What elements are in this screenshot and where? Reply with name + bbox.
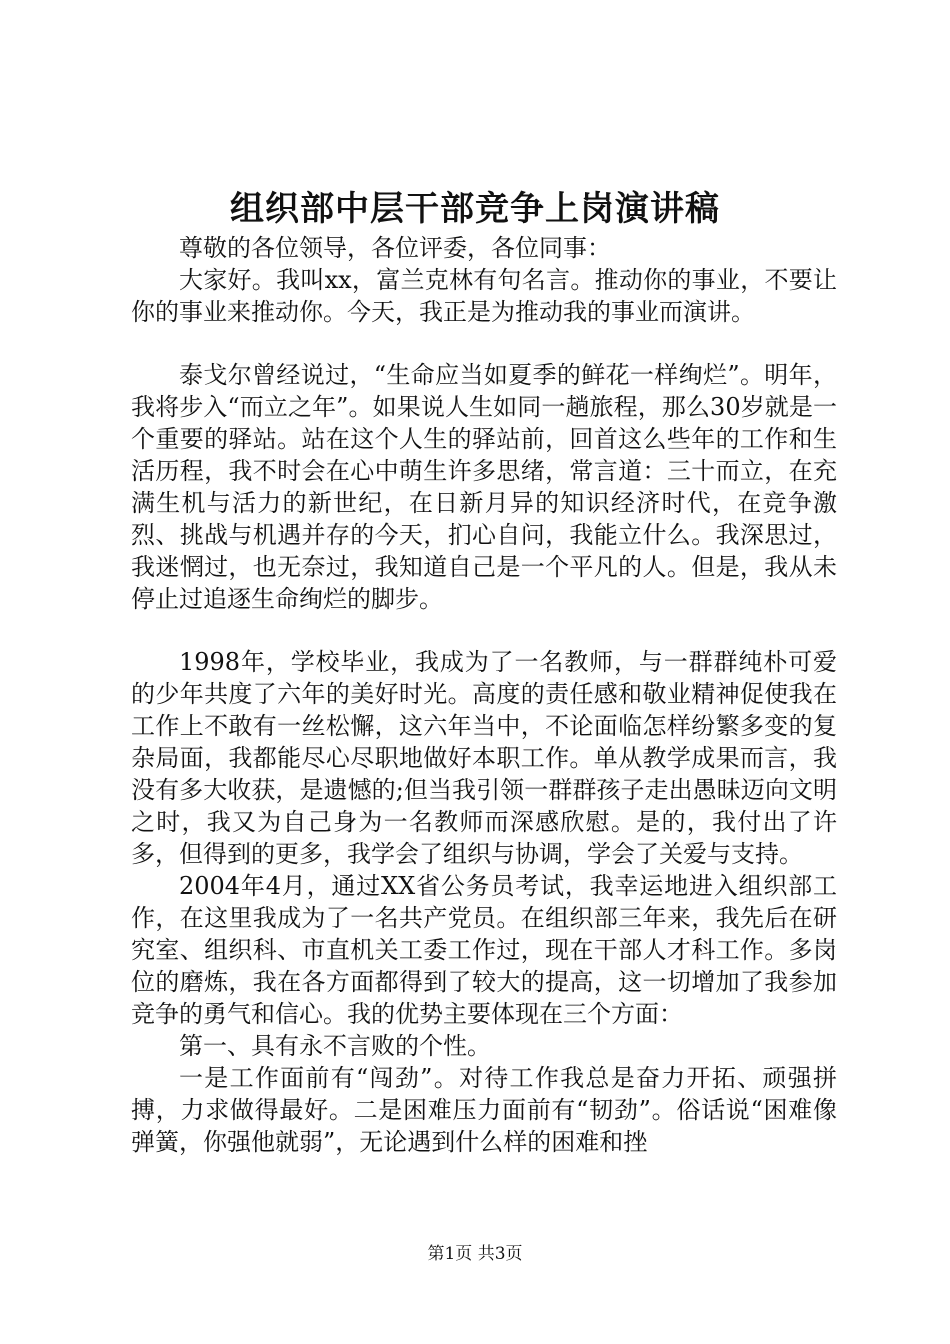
document-body	[131, 232, 837, 1158]
body-paragraph: 1998年，学校毕业，我成为了一名教师，与一群群纯朴可爱的少年共度了六年的美好时光。高度的责任感和敬业精神促使我在工作上不敢有一丝松懈，这六年当中，不论面临怎样纷繁多变的复杂局面，我都能尽心尽职地做好本职工作。单从教学成果而言，我没有多大收获，是遗憾的;但当我引领一群群孩子走出愚昧迈向文明之时，我又为自己身为一名教师而深感欣慰。是的，我付出了许多，但得到的更多，我学会了组织与协调，学会了关爱与支持。	[131, 648, 837, 868]
document-title: 组织部中层干部竞争上岗演讲稿	[230, 189, 720, 229]
page-footer: 第1页 共3页	[427, 1244, 523, 1264]
section-heading-paragraph: 第一、具有永不言败的个性。	[179, 1032, 491, 1060]
body-paragraph: 泰戈尔曾经说过，“生命应当如夏季的鲜花一样绚烂”。明年，我将步入“而立之年”。如果说人生如同一趟旅程，那么30岁就是一个重要的驿站。站在这个人生的驿站前，回首这么些年的工作和生活历程，我不时会在心中萌生许多思绪，常言道：三十而立，在充满生机与活力的新世纪，在日新月异的知识经济时代，在竞争激烈、挑战与机遇并存的今天，扪心自问，我能立什么。我深思过，我迷惘过，也无奈过，我知道自己是一个平凡的人。但是，我从未停止过追逐生命绚烂的脚步。	[131, 361, 837, 613]
greeting-paragraph: 大家好。我叫xx，富兰克林有句名言。推动你的事业，不要让你的事业来推动你。今天，我正是为推动我的事业而演讲。	[131, 266, 837, 326]
salutation-paragraph: 尊敬的各位领导，各位评委，各位同事：	[179, 234, 611, 262]
body-paragraph: 2004年4月，通过XX省公务员考试，我幸运地进入组织部工作，在这里我成为了一名共产党员。在组织部三年来，我先后在研究室、组织科、市直机关工委工作过，现在干部人才科工作。多岗位的磨炼，我在各方面都得到了较大的提高，这一切增加了我参加竞争的勇气和信心。我的优势主要体现在三个方面：	[131, 872, 837, 1028]
body-paragraph: 一是工作面前有“闯劲”。对待工作我总是奋力开拓、顽强拼搏，力求做得最好。二是困难压力面前有“韧劲”。俗话说“困难像弹簧，你强他就弱”，无论遇到什么样的困难和挫	[131, 1064, 837, 1156]
